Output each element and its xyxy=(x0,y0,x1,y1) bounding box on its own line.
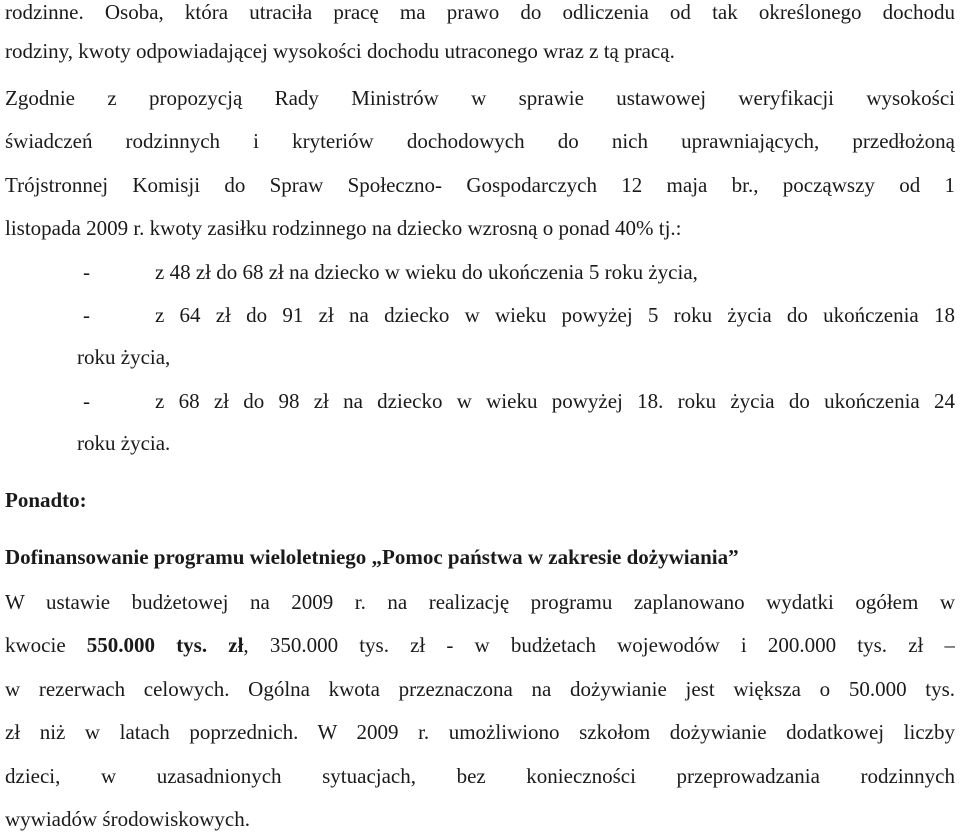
paragraph-line: rodzinne. Osoba, która utraciła pracę ma prawo do odliczenia od tak określonego dochodu xyxy=(5,0,955,24)
paragraph-line: W ustawie budżetowej na 2009 r. na realizację programu zaplanowano wydatki ogółem w xyxy=(5,590,955,614)
list-item xyxy=(5,303,955,327)
list-dash: - xyxy=(83,389,90,413)
list-item-continuation: roku życia, xyxy=(77,345,171,369)
amount-prefix: kwocie xyxy=(5,633,87,657)
list-item-text: z 48 zł do 68 zł na dziecko w wieku do ukończenia 5 roku życia, xyxy=(155,260,698,284)
paragraph-line: Zgodnie z propozycją Rady Ministrów w sprawie ustawowej weryfikacji wysokości xyxy=(5,86,955,110)
list-item xyxy=(5,260,955,284)
list-item-text: z 68 zł do 98 zł na dziecko w wieku powyżej 18. roku życia do ukończenia 24 xyxy=(155,389,955,413)
paragraph-line: dzieci, w uzasadnionych sytuacjach, bez konieczności przeprowadzania rodzinnych xyxy=(5,764,955,788)
list-dash: - xyxy=(83,260,90,284)
list-item-text: z 64 zł do 91 zł na dziecko w wieku powyżej 5 roku życia do ukończenia 18 xyxy=(155,303,955,327)
paragraph-line-with-amount xyxy=(5,633,955,657)
amount-suffix: , 350.000 tys. zł - w budżetach wojewodów i 200.000 tys. zł – xyxy=(243,633,955,657)
paragraph-line: rodziny, kwoty odpowiadającej wysokości dochodu utraconego wraz z tą pracą. xyxy=(5,39,675,63)
paragraph-line: zł niż w latach poprzednich. W 2009 r. umożliwiono szkołom dożywianie dodatkowej liczby xyxy=(5,720,955,744)
list-dash: - xyxy=(83,303,90,327)
list-item xyxy=(5,389,955,413)
program-heading: Dofinansowanie programu wieloletniego „Pomoc państwa w zakresie dożywiania” xyxy=(5,545,739,569)
total-amount: 550.000 tys. zł xyxy=(86,633,244,657)
paragraph-line: listopada 2009 r. kwoty zasiłku rodzinnego na dziecko wzrosną o ponad 40% tj.: xyxy=(5,216,682,240)
paragraph-line: wywiadów środowiskowych. xyxy=(5,807,250,831)
paragraph-line: Trójstronnej Komisji do Spraw Społeczno- Gospodarczych 12 maja br., począwszy od 1 xyxy=(5,173,955,197)
ponadto-heading: Ponadto: xyxy=(5,488,87,512)
list-item-continuation: roku życia. xyxy=(77,431,171,455)
paragraph-line: w rezerwach celowych. Ogólna kwota przeznaczona na dożywianie jest większa o 50.000 tys. xyxy=(5,677,955,701)
paragraph-line: świadczeń rodzinnych i kryteriów dochodowych do nich uprawniających, przedłożoną xyxy=(5,129,955,153)
